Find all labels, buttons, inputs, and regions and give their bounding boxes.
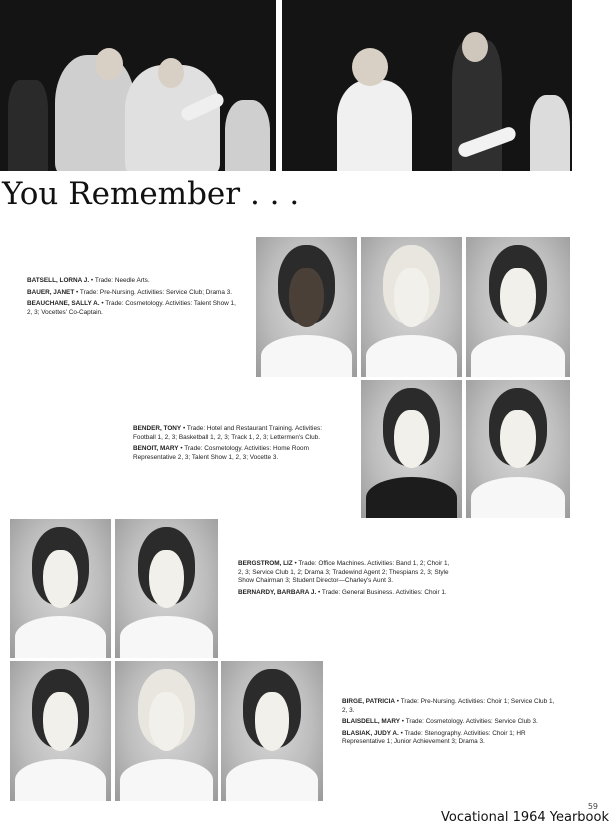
page-title: You Remember . . . bbox=[2, 176, 300, 212]
portrait-bernardy bbox=[115, 519, 218, 658]
entry-batsell: BATSELL, LORNA J. • Trade: Needle Arts. bbox=[27, 277, 150, 284]
portrait-beauchane bbox=[466, 237, 570, 377]
portrait-birge bbox=[10, 661, 111, 801]
entry-bergstrom: BERGSTROM, LIZ • Trade: Office Machines. Activities: Band 1, 2; Choir 1, 2, 3; Service Club 1, 2; Drama 3; Tradewind Agent 2; Thespians 2, 3; Style Show Chairman 3; Student Director—Charley's Aunt 3. bbox=[238, 560, 450, 585]
banner-photo-coronation-left bbox=[0, 0, 276, 171]
entry-bernardy: BERNARDY, BARBARA J. • Trade: General Business. Activities: Choir 1. bbox=[238, 588, 447, 596]
entry-benoit: BENOIT, MARY • Trade: Cosmetology. Activities: Home Room Representative 2, 3; Talent Show 1, 2, 3; Vocette 3. bbox=[133, 445, 309, 461]
footer-caption: Vocational 1964 Yearbook bbox=[441, 810, 609, 825]
entry-blaisdell: BLAISDELL, MARY • Trade: Cosmetology. Activities: Service Club 3. bbox=[342, 718, 538, 726]
portrait-bauer bbox=[361, 237, 462, 377]
portrait-blaisdell bbox=[115, 661, 218, 801]
entry-beauchane: BEAUCHANE, SALLY A. • Trade: Cosmetology. Activities: Talent Show 1, 2, 3; Vocettes' Co-Captain. bbox=[27, 300, 236, 316]
page-number: 59 bbox=[587, 802, 598, 811]
entry-bauer: BAUER, JANET • Trade: Pre-Nursing. Activities: Service Club; Drama 3. bbox=[27, 288, 233, 296]
banner-photo-coronation-right bbox=[282, 0, 572, 171]
entries-group-4 bbox=[342, 698, 556, 750]
portrait-blasiak bbox=[221, 661, 323, 801]
entry-blasiak: BLASIAK, JUDY A. • Trade: Stenography. Activities: Choir 1; HR Representative 1; Junior Achievement 3; Drama 3. bbox=[342, 729, 526, 746]
portrait-batsell bbox=[256, 237, 357, 377]
entry-birge: BIRGE, PATRICIA • Trade: Pre-Nursing. Activities: Choir 1; Service Club 1, 2, 3. bbox=[342, 698, 555, 714]
portrait-bender bbox=[361, 380, 462, 518]
portrait-bergstrom bbox=[10, 519, 111, 658]
entries-group-3 bbox=[238, 560, 451, 600]
portrait-benoit bbox=[466, 380, 570, 518]
entries-group-1 bbox=[27, 277, 242, 320]
entry-bender: BENDER, TONY • Trade: Hotel and Restaurant Training. Activities: Football 1, 2, 3; Basketball 1, 2, 3; Track 1, 2, 3; Lettermen's Club. bbox=[133, 425, 322, 441]
entries-group-2 bbox=[133, 425, 345, 465]
